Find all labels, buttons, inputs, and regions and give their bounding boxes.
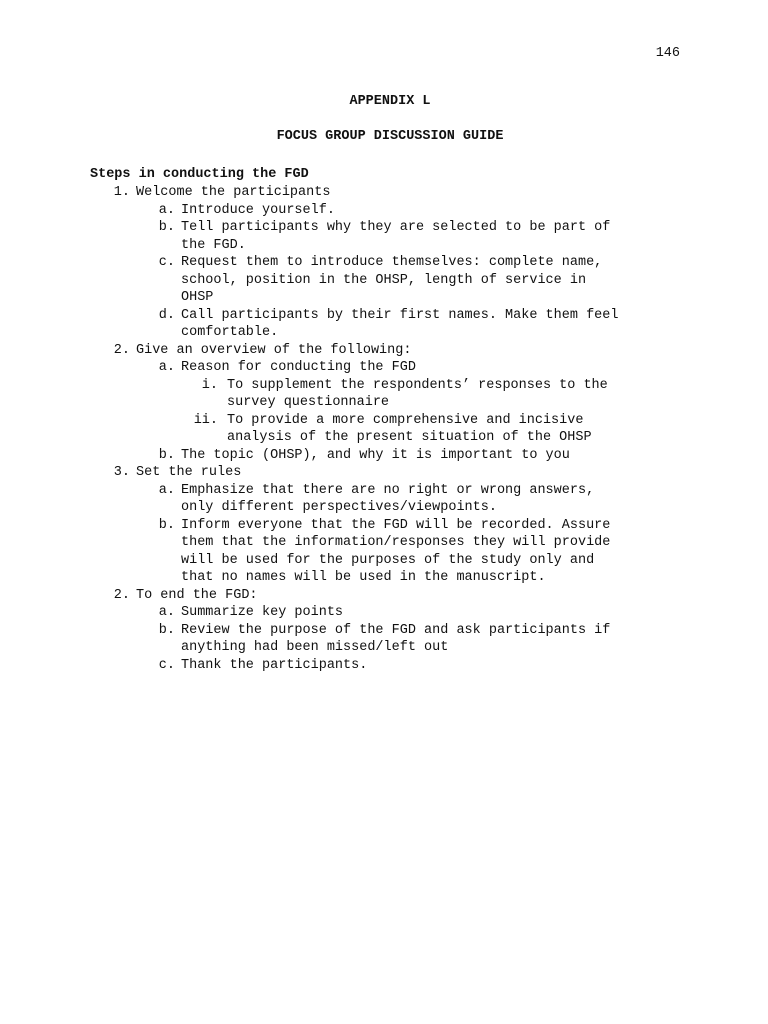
list-item-text: To supplement the respondents’ responses to the: [227, 377, 608, 393]
outline-line: [0, 622, 768, 640]
list-item-text: To provide a more comprehensive and incisive: [227, 412, 584, 428]
list-marker: d.: [158, 307, 175, 323]
list-marker: c.: [158, 255, 175, 270]
list-item-text: comfortable.: [181, 325, 279, 340]
list-item-text: Introduce yourself.: [181, 202, 335, 218]
list-marker: 2.: [113, 587, 130, 603]
page-number: 146: [655, 46, 680, 61]
list-item-text: Emphasize that there are no right or wrong answers,: [181, 482, 595, 498]
list-marker: b.: [158, 447, 175, 463]
list-item-text: The topic (OHSP), and why it is important to you: [181, 447, 570, 463]
list-marker: b.: [158, 517, 175, 533]
outline-line: [0, 447, 768, 465]
list-item-text: school, position in the OHSP, length of service in: [181, 272, 587, 288]
outline-line: [0, 639, 768, 657]
outline-line: [0, 412, 768, 430]
list-marker: i.: [201, 377, 218, 393]
list-marker: 2.: [113, 342, 130, 358]
outline-line: [0, 219, 768, 237]
list-marker: 3.: [113, 465, 130, 480]
list-marker: b.: [158, 622, 175, 638]
list-marker: c.: [158, 657, 175, 673]
list-item-text: To end the FGD:: [136, 587, 258, 603]
list-marker: a.: [158, 605, 175, 620]
list-item-text: analysis of the present situation of the OHSP: [227, 430, 592, 445]
list-item-text: Reason for conducting the FGD: [181, 360, 416, 375]
list-item-text: Give an overview of the following:: [136, 342, 412, 358]
list-item-text: them that the information/responses they will provide: [181, 535, 611, 550]
outline-line: [0, 517, 768, 535]
outline-line: [0, 587, 768, 605]
outline-line: [0, 552, 768, 570]
list-item-text: Tell participants why they are selected to be part of: [181, 220, 611, 235]
list-item-text: that no names will be used in the manuscript.: [181, 570, 546, 585]
list-marker: ii.: [193, 412, 218, 428]
outline-line: [0, 359, 768, 377]
outline-line: [0, 482, 768, 500]
section-heading: Steps in conducting the FGD: [90, 167, 309, 182]
outline-line: [0, 307, 768, 325]
outline-line: [0, 342, 768, 360]
list-marker: b.: [158, 220, 175, 235]
outline-line: [0, 394, 768, 412]
outline-list: [0, 184, 768, 674]
list-marker: 1.: [113, 185, 130, 200]
list-item-text: Welcome the participants: [136, 185, 331, 200]
outline-line: [0, 499, 768, 517]
list-item-text: Summarize key points: [181, 605, 344, 620]
list-item-text: anything had been missed/left out: [181, 640, 449, 655]
outline-line: [0, 657, 768, 675]
outline-line: [0, 534, 768, 552]
outline-line: [0, 429, 768, 447]
outline-line: [0, 184, 768, 202]
list-item-text: Call participants by their first names. Make them feel: [181, 307, 619, 323]
outline-line: [0, 464, 768, 482]
list-item-text: Set the rules: [136, 465, 242, 480]
outline-line: [0, 289, 768, 307]
outline-line: [0, 272, 768, 290]
list-marker: a.: [158, 482, 175, 498]
list-item-text: Request them to introduce themselves: complete name,: [181, 255, 603, 270]
appendix-title: APPENDIX L: [349, 94, 431, 109]
list-item-text: the FGD.: [181, 237, 246, 253]
outline-line: [0, 254, 768, 272]
outline-line: [0, 237, 768, 255]
document-title: FOCUS GROUP DISCUSSION GUIDE: [276, 129, 504, 144]
outline-line: [0, 202, 768, 220]
outline-line: [0, 569, 768, 587]
list-item-text: Thank the participants.: [181, 657, 368, 673]
list-item-text: survey questionnaire: [227, 395, 390, 410]
list-item-text: only different perspectives/viewpoints.: [181, 500, 497, 515]
list-item-text: will be used for the purposes of the study only and: [181, 552, 595, 568]
outline-line: [0, 377, 768, 395]
list-item-text: Review the purpose of the FGD and ask participants if: [181, 622, 611, 638]
list-item-text: OHSP: [181, 290, 214, 305]
list-marker: a.: [158, 202, 175, 218]
list-marker: a.: [158, 360, 175, 375]
outline-line: [0, 324, 768, 342]
outline-line: [0, 604, 768, 622]
list-item-text: Inform everyone that the FGD will be recorded. Assure: [181, 517, 611, 533]
